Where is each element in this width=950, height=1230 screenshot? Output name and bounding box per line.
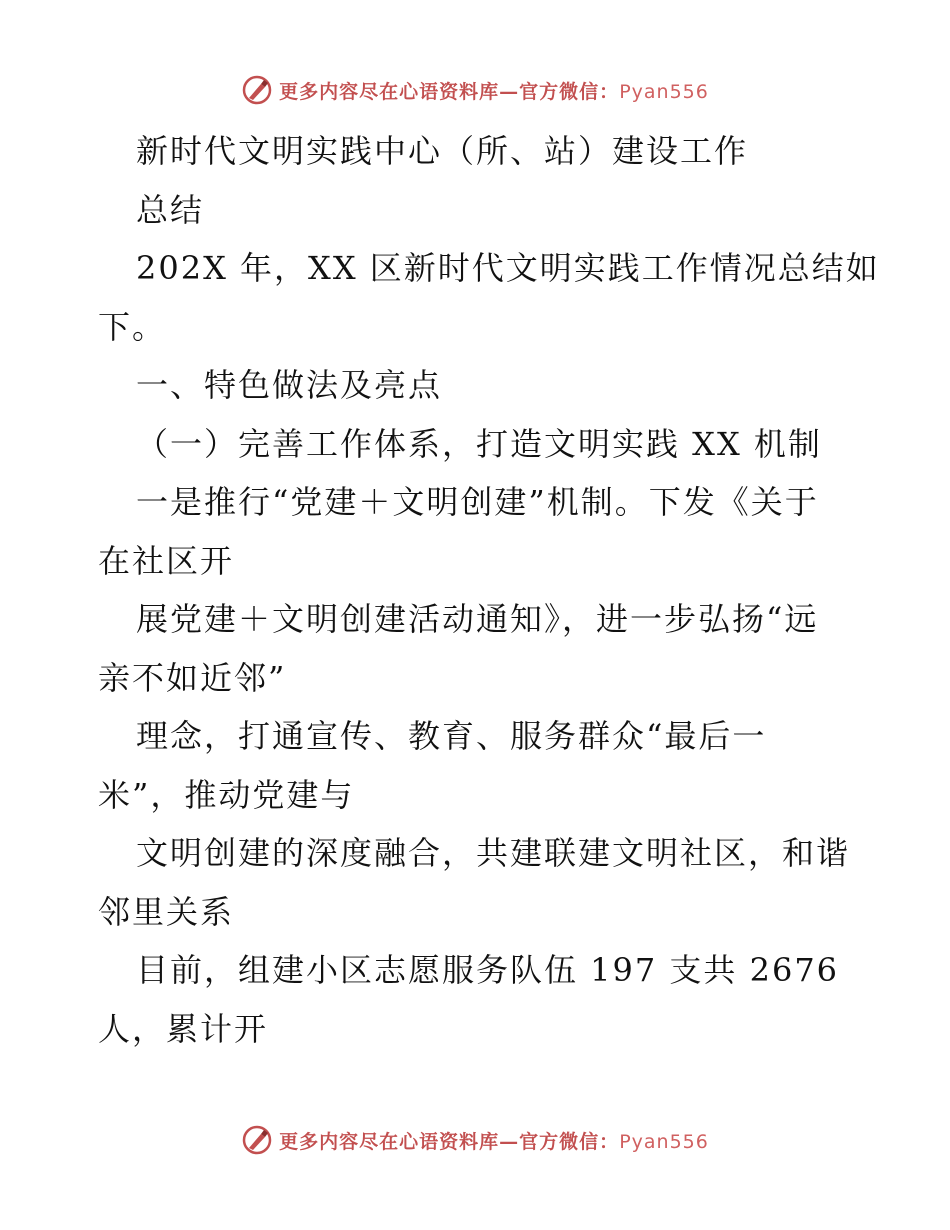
doc-line: 邻里关系 xyxy=(98,892,235,931)
footer-watermark-banner xyxy=(0,1120,950,1160)
doc-line: 下。 xyxy=(98,307,167,346)
header-banner-text xyxy=(279,77,709,104)
doc-line: 目前，组建小区志愿服务队伍 197 支共 2676 xyxy=(136,951,840,989)
doc-line: 新时代文明实践中心（所、站）建设工作 xyxy=(136,132,749,170)
doc-line: （一）完善工作体系，打造文明实践 XX 机制 xyxy=(136,424,822,463)
doc-line: 总结 xyxy=(136,190,205,229)
doc-line: 米”，推动党建与 xyxy=(98,775,355,814)
doc-line: 在社区开 xyxy=(98,541,235,580)
doc-line: 文明创建的深度融合，共建联建文明社区，和谐 xyxy=(136,834,851,872)
pen-logo-icon xyxy=(241,1124,273,1156)
footer-banner-dash: — xyxy=(499,1130,520,1153)
header-banner-account: Pyan556 xyxy=(619,80,709,103)
header-banner-slogan: 更多内容尽在心语资料库 xyxy=(279,80,500,103)
document-body xyxy=(98,122,880,1058)
header-banner-label: 官方微信： xyxy=(519,80,620,103)
doc-line: 一、特色做法及亮点 xyxy=(136,366,443,404)
header-banner-dash: — xyxy=(499,80,520,103)
pen-logo-icon xyxy=(241,74,273,106)
doc-line: 亲不如近邻” xyxy=(98,658,287,697)
doc-line: 人，累计开 xyxy=(98,1009,269,1048)
footer-banner-label: 官方微信： xyxy=(519,1130,620,1153)
header-watermark-banner xyxy=(0,70,950,110)
doc-line: 展党建＋文明创建活动通知》，进一步弘扬“远 xyxy=(136,600,819,638)
doc-line: 理念，打通宣传、教育、服务群众“最后一 xyxy=(136,717,767,755)
doc-line: 一是推行“党建＋文明创建”机制。下发《关于 xyxy=(136,483,819,521)
footer-banner-account: Pyan556 xyxy=(619,1130,709,1153)
footer-banner-slogan: 更多内容尽在心语资料库 xyxy=(279,1130,500,1153)
footer-banner-text xyxy=(279,1127,709,1154)
doc-line: 202X 年，XX 区新时代文明实践工作情况总结如 xyxy=(136,249,880,287)
